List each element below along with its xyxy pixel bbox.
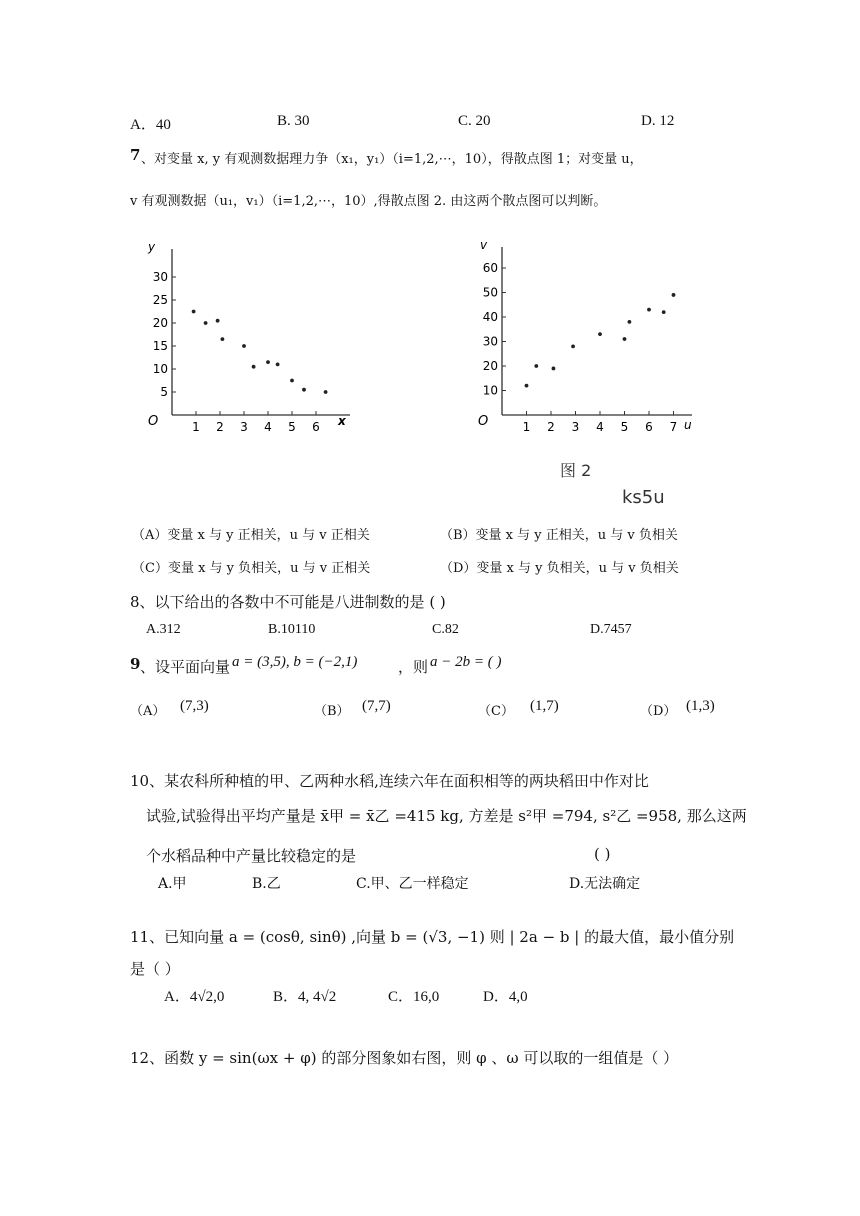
q7-line-1: 、对变量 x, y 有观测数据理力争（x₁，y₁）（i=1,2,⋯，10），得散点图 1；对变量 u， <box>141 152 643 167</box>
q9-stem-then: ，则 <box>398 658 429 676</box>
fig2-point <box>571 345 575 349</box>
fig2-y-tick-label: 40 <box>482 310 498 324</box>
q9-option-b-value: (7,7) <box>362 698 391 714</box>
q11-option-d: D．4,0 <box>483 989 528 1005</box>
q9-option-c-label: （C） <box>478 704 514 719</box>
fig2-point <box>662 310 666 314</box>
fig1-y-tick-label: 15 <box>152 339 168 353</box>
q9-option-a-value: (7,3) <box>180 698 209 714</box>
fig1-y-tick-label: 20 <box>152 316 168 330</box>
fig1-x-tick-label: 6 <box>312 420 320 434</box>
q8-option-c: C.82 <box>432 622 459 637</box>
fig1-point <box>266 360 270 364</box>
fig1-point <box>302 388 306 392</box>
q7-option-b: （B）变量 x 与 y 正相关，u 与 v 负相关 <box>440 528 678 543</box>
fig2-caption: 图 2 <box>560 461 592 480</box>
q9-number: 9 <box>130 655 141 673</box>
fig1-point <box>276 363 280 367</box>
fig1-y-tick-label: 30 <box>152 270 168 284</box>
fig2-x-tick-label: 2 <box>547 420 555 434</box>
fig1-y-tick-label: 25 <box>152 293 168 307</box>
fig1-point <box>252 365 256 369</box>
scatter-figure-2 <box>470 235 710 505</box>
q9-expression: a − 2b = ( ) <box>430 654 502 670</box>
fig1-point <box>324 390 328 394</box>
fig1-x-tick-label: 4 <box>264 420 272 434</box>
q9-option-d-value: (1,3) <box>686 698 715 714</box>
fig2-point <box>628 320 632 324</box>
q9-option-a-label: （A） <box>130 704 166 719</box>
q10-line-1: 10、某农科所种植的甲、乙两种水稻,连续六年在面积相等的两块稻田中作对比 <box>130 772 649 790</box>
fig2-point <box>598 332 602 336</box>
watermark-logo: ks5u <box>622 487 665 505</box>
fig2-x-tick-label: 5 <box>620 420 629 434</box>
fig1-x-tick-label: 5 <box>288 420 296 434</box>
fig2-y-tick-label: 20 <box>482 359 498 373</box>
q9-stem-prefix: 、设平面向量 <box>140 658 231 676</box>
q8-stem: 8、以下给出的各数中不可能是八进制数的是 ( ) <box>130 593 446 611</box>
fig1-x-tick-label: 3 <box>240 420 248 434</box>
fig1-x-tick-label: 1 <box>192 420 200 434</box>
fig1-point <box>216 319 220 323</box>
fig1-origin-label: O <box>148 414 159 429</box>
fig2-point <box>623 337 627 341</box>
q10-option-b: B.乙 <box>252 876 281 892</box>
fig1-point <box>290 379 294 383</box>
q6-option-c: C. 20 <box>458 113 491 129</box>
q11-option-a: A．4√2,0 <box>164 989 225 1005</box>
fig1-y-tick-label: 10 <box>152 362 168 376</box>
fig1-point <box>242 344 246 348</box>
fig2-point <box>552 367 556 371</box>
q9-option-b-label: （B） <box>314 704 350 719</box>
q7-option-d: （D）变量 x 与 y 负相关，u 与 v 负相关 <box>440 561 679 576</box>
fig2-y-tick-label: 10 <box>482 383 498 398</box>
q9-option-d-label: （D） <box>640 704 677 719</box>
q6-option-d: D. 12 <box>641 113 675 129</box>
q8-option-a: A.312 <box>146 622 181 637</box>
q8-option-b: B.10110 <box>268 622 316 637</box>
q10-option-d: D.无法确定 <box>569 876 641 892</box>
q11-option-b: B．4, 4√2 <box>273 989 337 1005</box>
q11-line-1: 11、已知向量 a = (cosθ, sinθ) ,向量 b = (√3, −1) 则 | 2a − b | 的最大值，最小值分别 <box>130 928 735 946</box>
q6-option-b: B. 30 <box>277 113 310 129</box>
fig1-x-tick-label: 2 <box>216 420 224 434</box>
fig2-point <box>672 293 676 297</box>
q10-line-2: 试验,试验得出平均产量是 x̄甲 = x̄乙 =415 kg, 方差是 s²甲 =794, s²乙 =958, 那么这两 <box>146 807 747 825</box>
q10-answer-paren: ( ) <box>594 845 611 863</box>
fig2-x-tick-label: 4 <box>596 420 604 434</box>
q10-option-a: A.甲 <box>158 876 187 892</box>
q7-option-c: （C）变量 x 与 y 负相关，u 与 v 正相关 <box>132 561 371 576</box>
q8-option-d: D.7457 <box>590 622 632 637</box>
fig2-y-tick-label: 60 <box>482 261 498 275</box>
q12-line-1: 12、函数 y = sin(ωx + φ) 的部分图象如右图，则 φ 、ω 可以取的一组值是（ ） <box>130 1049 679 1067</box>
fig1-point <box>192 310 196 314</box>
fig1-point <box>221 337 225 341</box>
q10-option-c: C.甲、乙一样稳定 <box>356 876 469 892</box>
fig1-y-axis-label: y <box>148 240 156 254</box>
scatter-figure-1 <box>140 235 365 435</box>
q9-vectors: a = (3,5), b = (−2,1) <box>232 654 358 670</box>
fig2-y-tick-label: 30 <box>482 334 498 349</box>
fig2-origin-label: O <box>478 414 489 429</box>
fig1-point <box>204 321 208 325</box>
q9-option-c-value: (1,7) <box>530 698 559 714</box>
q6-option-a: A．40 <box>130 117 171 133</box>
fig2-y-axis-label: v <box>480 238 488 252</box>
fig2-x-tick-label: 3 <box>571 420 580 434</box>
q11-line-2: 是（ ） <box>130 960 180 978</box>
fig1-y-tick-label: 5 <box>160 385 168 399</box>
fig2-x-tick-label: 6 <box>645 420 653 434</box>
fig2-x-tick-label: 7 <box>669 420 678 434</box>
fig1-x-axis-label: x <box>338 414 346 428</box>
q7-number: 7 <box>130 146 141 164</box>
q11-option-c: C．16,0 <box>388 989 440 1005</box>
fig2-x-tick-label: 1 <box>522 420 531 434</box>
fig2-point <box>534 364 538 368</box>
q7-option-a: （A）变量 x 与 y 正相关，u 与 v 正相关 <box>132 528 370 543</box>
fig2-x-axis-label: u <box>684 418 692 432</box>
fig2-y-tick-label: 50 <box>482 285 498 300</box>
fig2-point <box>647 308 651 312</box>
q10-line-3: 个水稻品种中产量比较稳定的是 <box>146 847 357 865</box>
q7-line-2: v 有观测数据（u₁，v₁）（i=1,2,⋯，10）,得散点图 2. 由这两个散点图可以判断。 <box>130 194 607 209</box>
fig2-point <box>525 384 529 388</box>
